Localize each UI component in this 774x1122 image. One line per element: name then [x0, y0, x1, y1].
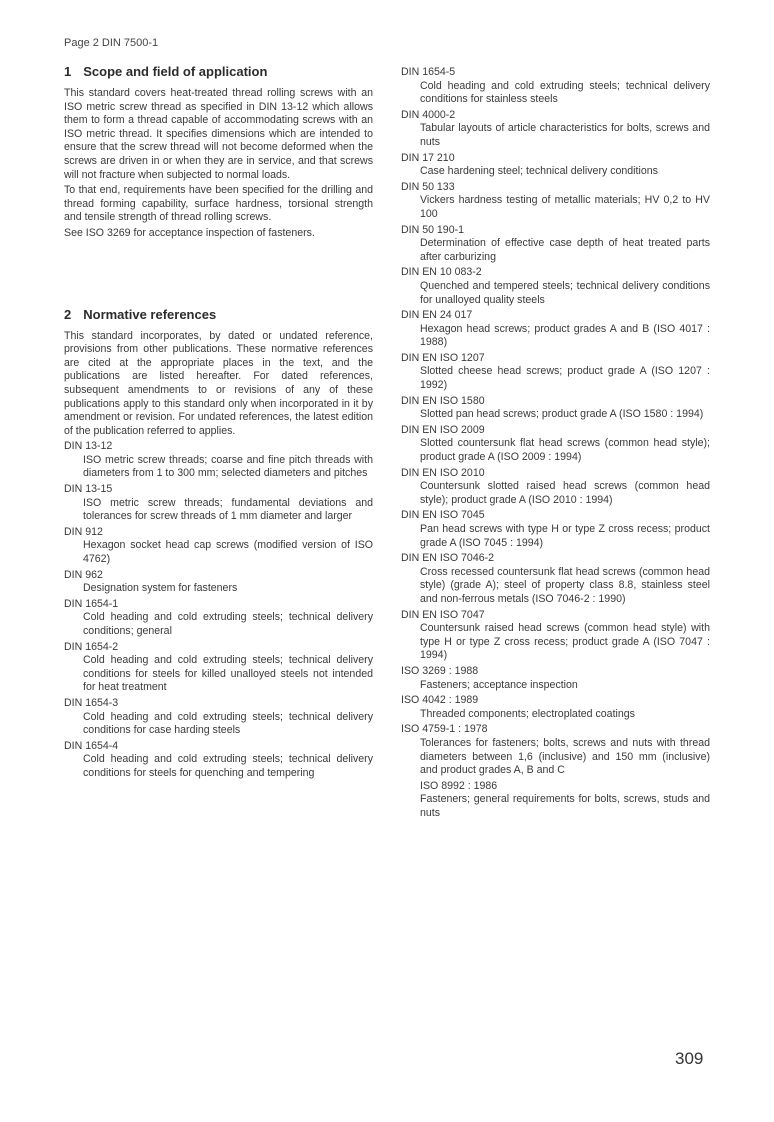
reference-id: DIN EN ISO 7046-2	[401, 552, 495, 565]
reference-title: Hexagon socket head cap screws (modified version of ISO 4762)	[83, 539, 373, 566]
reference-title: Vickers hardness testing of metallic materials; HV 0,2 to HV 100	[420, 194, 710, 220]
reference-id: DIN 1654-2	[64, 640, 119, 653]
section-2-number: 2	[64, 306, 72, 322]
reference-id: DIN 1654-1	[64, 597, 119, 610]
reference-id: DIN 50 190-1	[401, 223, 465, 236]
reference-title: Countersunk slotted raised head screws (common head style); product grade A (ISO 2010 : 1994)	[420, 480, 710, 506]
reference-title: Cold heading and cold extruding steels; technical delivery conditions for steels for quenching and tempering	[83, 753, 373, 779]
reference-id: DIN EN ISO 2010	[401, 466, 485, 479]
reference-item	[401, 665, 710, 692]
reference-id: DIN 13-12	[64, 440, 113, 453]
reference-id: ISO 4042 : 1989	[401, 694, 479, 707]
reference-item	[401, 309, 710, 350]
reference-item	[401, 467, 710, 508]
section-2-heading	[64, 307, 373, 323]
reference-title: Case hardening steel; technical delivery conditions	[420, 165, 658, 178]
reference-item	[401, 66, 710, 107]
page-header: Page 2 DIN 7500-1	[64, 37, 159, 49]
reference-title: Quenched and tempered steels; technical delivery conditions for unalloyed quality steels	[420, 279, 710, 306]
reference-title: Designation system for fasteners	[83, 582, 238, 595]
reference-title: Fasteners; general requirements for bolts, screws, studs and nuts	[420, 793, 710, 819]
reference-item	[401, 694, 710, 721]
reference-item	[401, 509, 710, 550]
reference-title: ISO metric screw threads; coarse and fine pitch threads with diameters from 1 to 300 mm; selected diameters and pitches	[83, 453, 373, 480]
section-1-paragraph-2: To that end, requirements have been specified for the drilling and thread forming capability, surface hardness, torsional strength and tensile strength of thread rolling screws.	[64, 184, 373, 224]
left-column	[64, 64, 373, 783]
reference-id: DIN EN ISO 1207	[401, 351, 485, 364]
reference-list-left	[64, 440, 373, 780]
reference-title: Cold heading and cold extruding steels; technical delivery conditions for steels for killed unalloyed steels not intended for heat treatment	[83, 654, 373, 694]
reference-item	[401, 181, 710, 222]
reference-title: Determination of effective case depth of heat treated parts after carburizing	[420, 237, 710, 263]
reference-id: DIN 50 133	[401, 180, 455, 193]
reference-id: DIN EN 24 017	[401, 309, 473, 322]
reference-title: Tolerances for fasteners; bolts, screws and nuts with thread diameters between 1,6 (inclusive) and 150 mm (inclusive) and product grades A, B and C	[420, 736, 710, 777]
reference-id: DIN 1654-4	[64, 739, 119, 752]
section-1-paragraph-3: See ISO 3269 for acceptance inspection of fasteners.	[64, 226, 315, 239]
reference-id: ISO 8992 : 1986	[420, 779, 498, 792]
section-1-paragraph-1: This standard covers heat-treated thread rolling screws with an ISO metric screw thread as specified in DIN 13-12 which allows them to form a thread capable of accommodating screws with an ISO metric thread. It specifies dimensions which are intended to ensure that the screw thread will not become deformed when the screws are driven in or when they are in service, and that screws will not fracture when subjected to normal loads.	[64, 87, 373, 181]
reference-id: ISO 4759-1 : 1978	[401, 723, 488, 736]
reference-id: DIN 17 210	[401, 151, 455, 164]
reference-title: Cold heading and cold extruding steels; technical delivery conditions for case harding steels	[83, 710, 373, 737]
reference-item	[64, 641, 373, 695]
reference-item	[64, 598, 373, 639]
reference-id: DIN EN ISO 2009	[401, 423, 485, 436]
reference-item	[401, 109, 710, 150]
reference-title: Countersunk raised head screws (common head style) with type H or type Z cross recess; product grade A (ISO 7047 : 1994)	[420, 622, 710, 662]
reference-item	[401, 609, 710, 663]
reference-title: Slotted cheese head screws; product grade A (ISO 1207 : 1992)	[420, 365, 710, 392]
reference-id: DIN EN 10 083-2	[401, 266, 482, 279]
reference-title: Cold heading and cold extruding steels; technical delivery conditions; general	[83, 611, 373, 637]
reference-title: Tabular layouts of article characteristics for bolts, screws and nuts	[420, 122, 710, 148]
reference-title: Slotted pan head screws; product grade A (ISO 1580 : 1994)	[420, 408, 704, 421]
reference-title: Pan head screws with type H or type Z cross recess; product grade A (ISO 7045 : 1994)	[420, 523, 710, 549]
reference-item	[64, 697, 373, 738]
reference-item	[401, 152, 710, 179]
section-1-title: Scope and field of application	[83, 64, 268, 79]
reference-title: Fasteners; acceptance inspection	[420, 678, 578, 691]
reference-title: Threaded components; electroplated coatings	[420, 707, 635, 720]
reference-item	[401, 266, 710, 307]
page-number: 309	[675, 1049, 704, 1068]
reference-list-right	[401, 66, 710, 820]
reference-item	[64, 483, 373, 524]
reference-item	[401, 552, 710, 606]
reference-item	[64, 526, 373, 567]
reference-id: DIN EN ISO 1580	[401, 394, 485, 407]
section-2-title: Normative references	[83, 306, 217, 322]
reference-item	[64, 569, 373, 596]
reference-item	[401, 424, 710, 465]
reference-item	[401, 723, 710, 777]
reference-id: DIN 1654-3	[64, 696, 119, 709]
reference-item	[401, 224, 710, 265]
section-2-intro: This standard incorporates, by dated or undated reference, provisions from other publications. These normative references are cited at the appropriate places in the text, and the publications are listed hereafter. For dated references, subsequent amendments to or revisions of any of these publications apply to this standard only when incorporated in it by amendment or revision. For undated references, the latest edition of the publication referred to applies.	[64, 329, 373, 437]
reference-id: DIN 962	[64, 568, 103, 581]
right-column	[401, 66, 710, 822]
reference-item	[64, 740, 373, 781]
reference-id: DIN 912	[64, 525, 103, 538]
section-1-number: 1	[64, 64, 72, 79]
reference-title: Cold heading and cold extruding steels; technical delivery conditions for stainless steels	[420, 79, 710, 106]
reference-title: Hexagon head screws; product grades A and B (ISO 4017 : 1988)	[420, 322, 710, 349]
reference-item	[401, 352, 710, 393]
reference-id: DIN 1654-5	[401, 66, 456, 78]
reference-item	[401, 395, 710, 422]
reference-id: DIN 4000-2	[401, 108, 456, 121]
reference-item	[64, 440, 373, 481]
section-1-heading	[64, 64, 373, 80]
reference-id: DIN EN ISO 7045	[401, 509, 485, 522]
reference-title: Slotted countersunk flat head screws (common head style); product grade A (ISO 2009 : 1994)	[420, 437, 710, 464]
reference-title: ISO metric screw threads; fundamental deviations and tolerances for screw threads of 1 mm diameter and larger	[83, 496, 373, 523]
reference-id: DIN EN ISO 7047	[401, 608, 485, 621]
reference-item	[401, 780, 710, 821]
reference-title: Cross recessed countersunk flat head screws (common head style) (grade A); steel of property class 8.8, stainless steel and non-ferrous metals (ISO 7046-2 : 1990)	[420, 565, 710, 605]
reference-id: ISO 3269 : 1988	[401, 664, 479, 677]
reference-id: DIN 13-15	[64, 483, 113, 496]
